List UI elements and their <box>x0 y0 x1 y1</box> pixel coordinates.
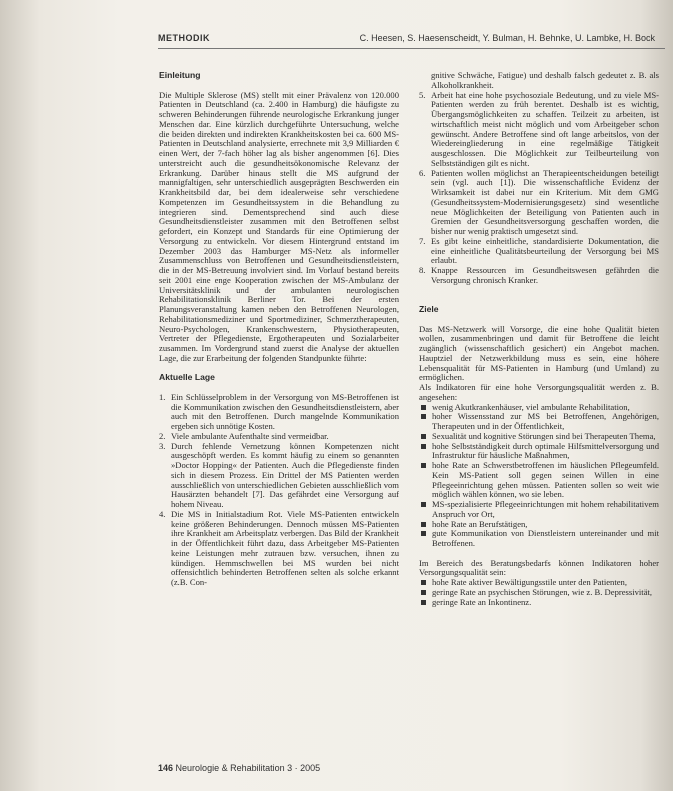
bullet-text: hohe Rate an Berufstätigen, <box>432 518 528 529</box>
item-number: 3. <box>159 440 166 451</box>
bullet-text: Sexualität und kognitive Störungen sind bei Therapeuten Thema, <box>432 430 656 441</box>
right-column <box>419 71 659 607</box>
list-item <box>419 266 659 286</box>
lage-heading: Aktuelle Lage <box>159 372 215 383</box>
bullet-text: geringe Rate an psychischen Störungen, wie z. B. Depressivität, <box>432 586 653 597</box>
list-item <box>419 91 659 169</box>
bullet-item <box>419 442 659 462</box>
bullet-square-icon <box>421 463 426 468</box>
bullet-text: hohe Selbstständigkeit durch optimale Hilfsmittelversorgung und Infrastruktur für häusliche Maßnahmen, <box>432 440 659 461</box>
list-item <box>419 71 659 91</box>
bullet-square-icon <box>421 444 426 449</box>
item-text: Knappe Ressourcen im Gesundheitswesen gefährden die Versorgung chronisch Kranker. <box>431 265 659 285</box>
bullet-item <box>419 500 659 520</box>
bullet-square-icon <box>421 580 426 585</box>
bullet-item <box>419 529 659 549</box>
item-text: Es gibt keine einheitliche, standardisierte Dokumentation, die eine einheitliche Qualitätsbeurteilung der Versorgung bei MS erlaubt. <box>431 235 659 266</box>
bullet-text: gute Kommunikation von Dienstleistern untereinander und mit Betroffenen. <box>432 528 659 548</box>
indicator-list-2 <box>419 578 659 607</box>
item-text: Arbeit hat eine hohe psychosoziale Bedeutung, und zu viele MS-Patienten werden zu früh berentet. Deshalb ist es wichtig, Übergangsmöglichkeiten zu schaffen. Teilzeit zu arbeiten, ist wirtschaftlich meist nicht möglich und vom Arbeitgeber schon gewünscht. Andere Betroffene sind oft lange arbeitslos, von der Wiedereingliederung in eine regelmäßige Tätigkeit ausgeschlossen. Die Möglichkeit zur Teilbeurteilung von Selbstständigen gilt es nicht. <box>431 89 659 168</box>
item-number: 2. <box>159 430 166 441</box>
bullet-text: wenig Akutkrankenhäuser, viel ambulante Rehabilitation, <box>432 401 630 412</box>
running-header <box>120 26 665 48</box>
bullet-text: hoher Wissensstand zur MS bei Betroffenen, Angehörigen, Therapeuten und in der Öffentlichkeit, <box>432 411 659 431</box>
quality-indicators-intro: Im Bereich des Beratungsbedarfs können Indikatoren hoher Versorgungsqualität sein: <box>419 557 659 578</box>
item-text: Viele ambulante Aufenthalte sind vermeidbar. <box>171 430 329 441</box>
item-number: 5. <box>419 89 426 100</box>
ziele-paragraph: Das MS-Netzwerk will Vorsorge, die eine hohe Qualität bieten wollen, zusammenbringen und damit für Betroffene die leicht zugänglich (wissenschaftlich gesichert) ein Angebot machen. Hauptziel der Netzwerkbildung muss es sein, eine höhere Lebensqualität für MS-Patienten in Hamburg (und Umland) zu ermöglichen. <box>419 323 659 383</box>
author-line: C. Heesen, S. Haesenscheidt, Y. Bulman, H. Behnke, U. Lambke, H. Bock <box>359 33 655 43</box>
section-label: METHODIK <box>158 33 210 43</box>
item-number: 6. <box>419 167 426 178</box>
item-text: Ein Schlüsselproblem in der Versorgung von MS-Betroffenen ist die Kommunikation zwischen den Gesundheitsdienstleistern, aber auch mit den Betroffenen. Durch mangelnde Kommunikation ergeben sich unnötige Kosten. <box>171 391 399 431</box>
bullet-square-icon <box>421 434 426 439</box>
bullet-square-icon <box>421 531 426 536</box>
page-number: 146 <box>158 763 174 773</box>
page-footer <box>158 763 320 773</box>
item-number: 1. <box>159 391 166 402</box>
bullet-item <box>419 461 659 500</box>
list-item <box>159 393 399 432</box>
bullet-square-icon <box>421 414 426 419</box>
list-item <box>419 237 659 266</box>
ziele-heading: Ziele <box>419 304 439 314</box>
bullet-square-icon <box>421 600 426 605</box>
item-number: 7. <box>419 235 426 246</box>
intro-heading: Einleitung <box>159 70 201 80</box>
bullet-square-icon <box>421 502 426 507</box>
bullet-square-icon <box>421 522 426 527</box>
bullet-text: geringe Rate an Inkontinenz. <box>432 596 532 607</box>
lage-list-continued <box>419 71 659 286</box>
bullet-text: MS-spezialisierte Pflegeeinrichtungen mit hohem rehabilitativem Anspruch vor Ort, <box>432 499 659 519</box>
bullet-item <box>419 412 659 432</box>
bullet-text: hohe Rate an Schwerstbetroffenen im häuslichen Pflegeumfeld. Kein MS-Patient soll gegen seinen Willen in eine Pflegeeinrichtung gehen müssen. Patienten sollen so weit wie möglich wählen können, wo sie leben. <box>432 460 659 500</box>
item-number: 8. <box>419 265 426 275</box>
bullet-text: hohe Rate aktiver Bewältigungsstile unter den Patienten, <box>432 577 627 587</box>
bullet-item <box>419 598 659 608</box>
bullet-square-icon <box>421 405 426 410</box>
lage-list <box>159 393 399 588</box>
bullet-square-icon <box>421 590 426 595</box>
item-number: 4. <box>159 508 166 519</box>
list-item <box>159 442 399 510</box>
intro-paragraph: Die Multiple Sklerose (MS) stellt mit einer Prävalenz von 120.000 Patienten in Deutschland (ca. 2.400 in Hamburg) die häufigste zu schweren Behinderungen führende neurologische Erkrankung junger Menschen dar. Eine kürzlich durchgeführte Untersuchung, welche die beiden direkten und indirekten Krankheitskosten bei ca. 600 MS-Patienten in Deutschland analysierte, errechnete mit 3,9 Milliarden € einen Wert, der 7-fach höher lag als bisher angenommen [6]. Dies unterstreicht auch die gesundheitsökonomische Relevanz der Erkrankung. Darüber hinaus stellt die MS aufgrund der mannigfaltigen, sehr unterschiedlich ausgeprägten Beschwerden ein Krankheitsbild dar, bei dem idealerweise sehr verschiedene Kompetenzen im Gesundheitssystem in die Behandlung zu integrieren sind. Dementsprechend sind auch diese Gesundheitsdienstleister zusammen mit den Betroffenen selbst gefordert, ein Konzept und Standards für eine Optimierung der Versorgung zu entwickeln. Vor diesem Hintergrund entstand im Dezember 2003 das Hamburger MS-Netz als informeller Zusammenschluss von Betroffenen und Gesundheitsdienstleistern, die in der MS-Betreuung involviert sind. Im Vorlauf bestand bereits seit 2001 eine enge Kooperation zwischen der MS-Ambulanz der Universitätsklinik und der ambulanten neurologischen Rehabilitationsklinik Berliner Tor. Bei der ersten Planungsveranstaltung kamen neben den Betroffenen Neurologen, Rehabilitationsmediziner und Sportmediziner, Schmerztherapeuten, Neuro-Psychologen, Krankenschwestern, Physiotherapeuten, Vertreter der Pflegedienste, Ergotherapeuten und Sozialarbeiter zusammen. Im Vordergrund stand zuerst die Analyse der aktuellen Lage, die zur Erarbeitung der folgenden Standpunkte führte: <box>159 89 399 363</box>
indicator-list <box>419 403 659 549</box>
item-text: gnitive Schwäche, Fatigue) und deshalb falsch gedeutet z. B. als Alkoholkrankheit. <box>431 70 659 90</box>
left-column <box>159 71 399 588</box>
indicators-intro: Als Indikatoren für eine hohe Versorgungsqualität werden z. B. angesehen: <box>419 382 659 402</box>
item-text: Patienten wollen möglichst an Therapieentscheidungen beteiligt sein (vgl. auch [1]). Die wissenschaftliche Evidenz der Wirksamkeit ist dabei nur ein Kriterium. Mit dem GMG (Gesundheitssystem-Modernisierungsgesetz) sind wesentliche neue Möglichkeiten der Beteiligung von Patienten auch in Gremien der Gesundheitsversorgung geschaffen worden, die bisher nur wenig praktisch umgesetzt sind. <box>431 167 659 236</box>
list-item <box>419 169 659 237</box>
item-text: Die MS in Initialstadium Rot. Viele MS-Patienten entwickeln keine größeren Behinderungen. Dennoch müssen MS-Patienten ihre Krankheit am Arbeitsplatz verbergen. Das Bild der Krankheit in der Öffentlichkeit führt dazu, dass Arbeitgeber MS-Patienten keine Leistungen mehr zutrauen bzw. versuchen, ihnen zu kündigen. Hemmschwellen bei MS wurden bei nicht offensichtlich behinderten Betroffenen selten als solche erkannt (z.B. Con- <box>171 508 399 587</box>
item-text: Durch fehlende Vernetzung können Kompetenzen nicht ausgeschöpft werden. Es kommt häufig zu einem so genannten »Doctor Hopping« der Patienten. Auch die Pflegedienste finden sich in diesem Prozess. Ein Drittel der MS Patienten werden ausschließlich von unterschiedlichen Gebieten ausschließlich vom Hausärzten behandelt [7]. Das gefährdet eine Versorgung auf hohem Niveau. <box>171 440 399 509</box>
header-rule <box>158 48 665 49</box>
list-item <box>159 510 399 588</box>
journal-name: Neurologie & Rehabilitation 3 · 2005 <box>175 763 321 773</box>
